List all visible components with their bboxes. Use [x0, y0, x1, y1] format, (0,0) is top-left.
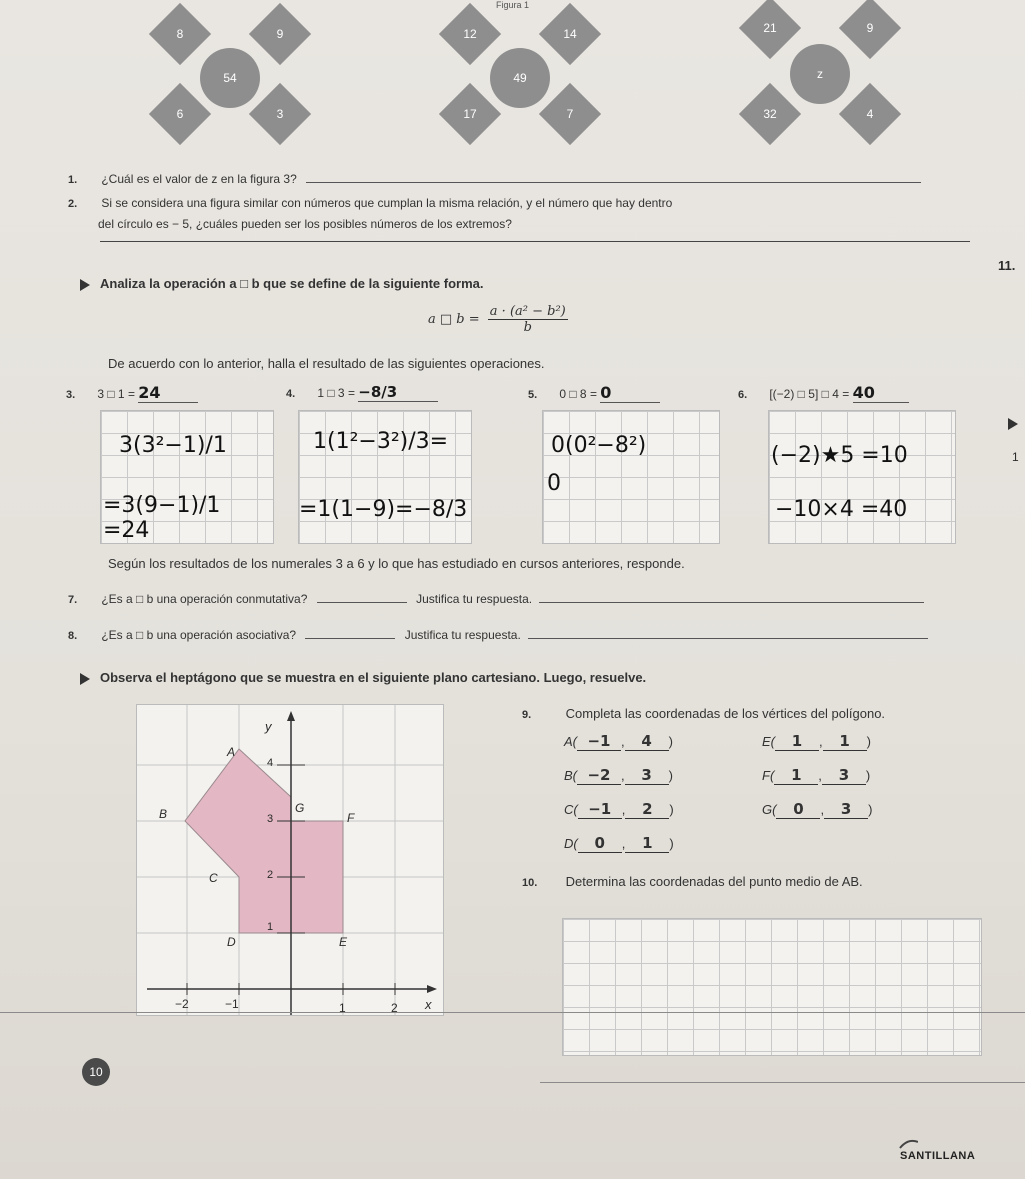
point-label-f: F	[347, 811, 355, 825]
coord-b: B( −2 , 3 )	[564, 766, 673, 784]
point-label-b: B	[159, 807, 168, 821]
heptagon-shape	[185, 749, 343, 933]
triangle-bullet-icon	[80, 279, 90, 291]
question-1-text: ¿Cuál es el valor de z en la figura 3?	[101, 172, 297, 186]
answer-field[interactable]: −8/3	[358, 383, 438, 402]
operation-6: 6. [(−2) □ 5] □ 4 = 40	[738, 383, 909, 403]
operation-formula: a □ b = $\frac{\text{a · (a² − b²)}}{b}$	[428, 304, 566, 335]
side-number: 1	[1012, 450, 1019, 464]
coord-y-field[interactable]: 4	[625, 732, 669, 751]
coord-y-field[interactable]: 3	[824, 800, 868, 819]
question-1: 1. ¿Cuál es el valor de z en la figura 3?	[68, 172, 968, 186]
work-grid-3[interactable]	[100, 410, 274, 544]
swoosh-icon	[898, 1138, 918, 1150]
side-number: 11.	[998, 258, 1016, 273]
handwritten-work: 3(3²−1)/1	[119, 433, 227, 458]
x-tick-label: −1	[225, 997, 239, 1011]
coord-c: C( −1 , 2 )	[564, 800, 674, 818]
x-axis-label: x	[425, 997, 432, 1012]
top-left-number: 21	[763, 21, 777, 35]
operation-4: 4. 1 □ 3 = −8/3	[286, 383, 438, 402]
bottom-left-number: 17	[463, 107, 477, 121]
answer-line[interactable]	[306, 182, 921, 183]
coord-y-field[interactable]: 1	[823, 732, 867, 751]
answer-line[interactable]	[305, 638, 395, 639]
top-right-number: 9	[866, 21, 874, 35]
coord-x-field[interactable]: 1	[774, 766, 818, 785]
point-label-e: E	[339, 935, 348, 949]
section-analiza: Analiza la operación a □ b que se define de la siguiente forma.	[80, 276, 484, 291]
work-grid-5[interactable]	[542, 410, 720, 544]
handwritten-work: 0(0²−8²)	[551, 433, 647, 458]
answer-field[interactable]: 24	[138, 383, 198, 403]
page-number: 10	[82, 1058, 110, 1086]
x-tick-label: 1	[339, 1001, 346, 1015]
results-prompt: Según los resultados de los numerales 3 a 6 y lo que has estudiado en cursos anteriores, responde.	[108, 556, 685, 571]
top-right-number: 14	[563, 27, 577, 41]
brand-logo: SANTILLANA	[900, 1146, 975, 1164]
top-left-number: 8	[176, 27, 184, 41]
answer-line[interactable]	[317, 602, 407, 603]
question-9: 9. Completa las coordenadas de los vértices del polígono.	[522, 706, 886, 721]
point-label-a: A	[227, 745, 236, 759]
section-observa: Observa el heptágono que se muestra en el siguiente plano cartesiano. Luego, resuelve.	[80, 670, 646, 685]
center-number: 54	[223, 71, 237, 85]
question-2: 2. Si se considera una figura similar con números que cumplan la misma relación, y el número que hay dentro del círculo es − 5, ¿cuáles pueden ser los posibles números de los extremos?	[68, 196, 673, 231]
coord-g: G( 0 , 3 )	[762, 800, 873, 818]
coord-x-field[interactable]: −2	[577, 766, 621, 785]
coord-a: A( −1 , 4 )	[564, 732, 673, 750]
answer-line[interactable]	[539, 602, 924, 603]
bottom-left-number: 32	[763, 107, 777, 121]
y-tick-label: 3	[267, 813, 274, 825]
center-number: 49	[513, 71, 527, 85]
bottom-right-number: 7	[566, 107, 574, 121]
coord-f: F( 1 , 3 )	[762, 766, 871, 784]
coord-d: D( 0 , 1 )	[564, 834, 674, 852]
point-label-d: D	[227, 935, 236, 949]
handwritten-work: 0	[547, 471, 561, 496]
question-10: 10. Determina las coordenadas del punto medio de AB.	[522, 874, 863, 889]
work-grid-6[interactable]	[768, 410, 956, 544]
operation-5: 5. 0 □ 8 = 0	[528, 383, 660, 403]
x-tick-label: 2	[391, 1001, 398, 1015]
top-right-number: 9	[276, 27, 284, 41]
handwritten-work: (−2)★5 =10	[771, 443, 908, 468]
formula-numerator: a · (a² − b²)	[489, 304, 566, 319]
work-grid-4[interactable]	[298, 410, 472, 544]
coord-y-field[interactable]: 2	[625, 800, 669, 819]
triangle-bullet-icon	[1008, 418, 1018, 430]
answer-field[interactable]: 0	[600, 383, 660, 403]
question-2-text: Si se considera una figura similar con números que cumplan la misma relación, y el número que hay dentro	[101, 196, 673, 210]
bottom-right-number: 4	[866, 107, 874, 121]
figure-2	[440, 8, 600, 138]
operations-intro: De acuerdo con lo anterior, halla el resultado de las siguientes operaciones.	[108, 356, 545, 371]
coord-x-field[interactable]: 1	[775, 732, 819, 751]
coord-x-field[interactable]: −1	[578, 800, 622, 819]
answer-field[interactable]: 40	[853, 383, 909, 403]
footer-rule	[540, 1082, 1025, 1083]
coord-y-field[interactable]: 1	[625, 834, 669, 853]
coord-y-field[interactable]: 3	[822, 766, 866, 785]
answer-line[interactable]	[100, 241, 970, 242]
triangle-bullet-icon	[80, 673, 90, 685]
coord-y-field[interactable]: 3	[625, 766, 669, 785]
point-label-c: C	[209, 871, 218, 885]
figure-1	[150, 8, 310, 138]
y-axis-label: y	[265, 719, 272, 734]
figure-caption: Figura 1	[496, 0, 530, 10]
x-tick-label: −2	[175, 997, 189, 1011]
handwritten-work: =1(1−9)=−8/3	[299, 497, 468, 522]
footer-rule	[0, 1012, 1025, 1013]
figure-3	[740, 2, 900, 138]
answer-line[interactable]	[528, 638, 928, 639]
coord-x-field[interactable]: 0	[578, 834, 622, 853]
operation-3: 3. 3 □ 1 = 24	[66, 383, 198, 403]
formula-denominator: b	[523, 320, 532, 335]
y-tick-label: 4	[267, 757, 274, 769]
top-left-number: 12	[463, 27, 477, 41]
coord-x-field[interactable]: 0	[776, 800, 820, 819]
y-tick-label: 1	[267, 921, 274, 933]
question-8: 8. ¿Es a □ b una operación asociativa? Justifica tu respuesta.	[68, 628, 968, 642]
question-2-text-line2: del círculo es − 5, ¿cuáles pueden ser los posibles números de los extremos?	[98, 217, 512, 231]
handwritten-work: −10×4 =40	[775, 497, 908, 522]
point-label-g: G	[295, 801, 305, 815]
cartesian-plane	[136, 704, 444, 1016]
y-tick-label: 2	[267, 869, 274, 881]
work-grid-10[interactable]	[562, 918, 982, 1056]
coord-e: E( 1 , 1 )	[762, 732, 871, 750]
center-number: z	[817, 67, 823, 81]
handwritten-work: =3(9−1)/1 =24	[103, 493, 221, 543]
question-7: 7. ¿Es a □ b una operación conmutativa? Justifica tu respuesta.	[68, 592, 968, 606]
bottom-right-number: 3	[276, 107, 284, 121]
handwritten-work: 1(1²−3²)/3=	[313, 429, 449, 454]
bottom-left-number: 6	[176, 107, 184, 121]
coord-x-field[interactable]: −1	[577, 732, 621, 751]
plane-svg	[137, 705, 443, 1015]
